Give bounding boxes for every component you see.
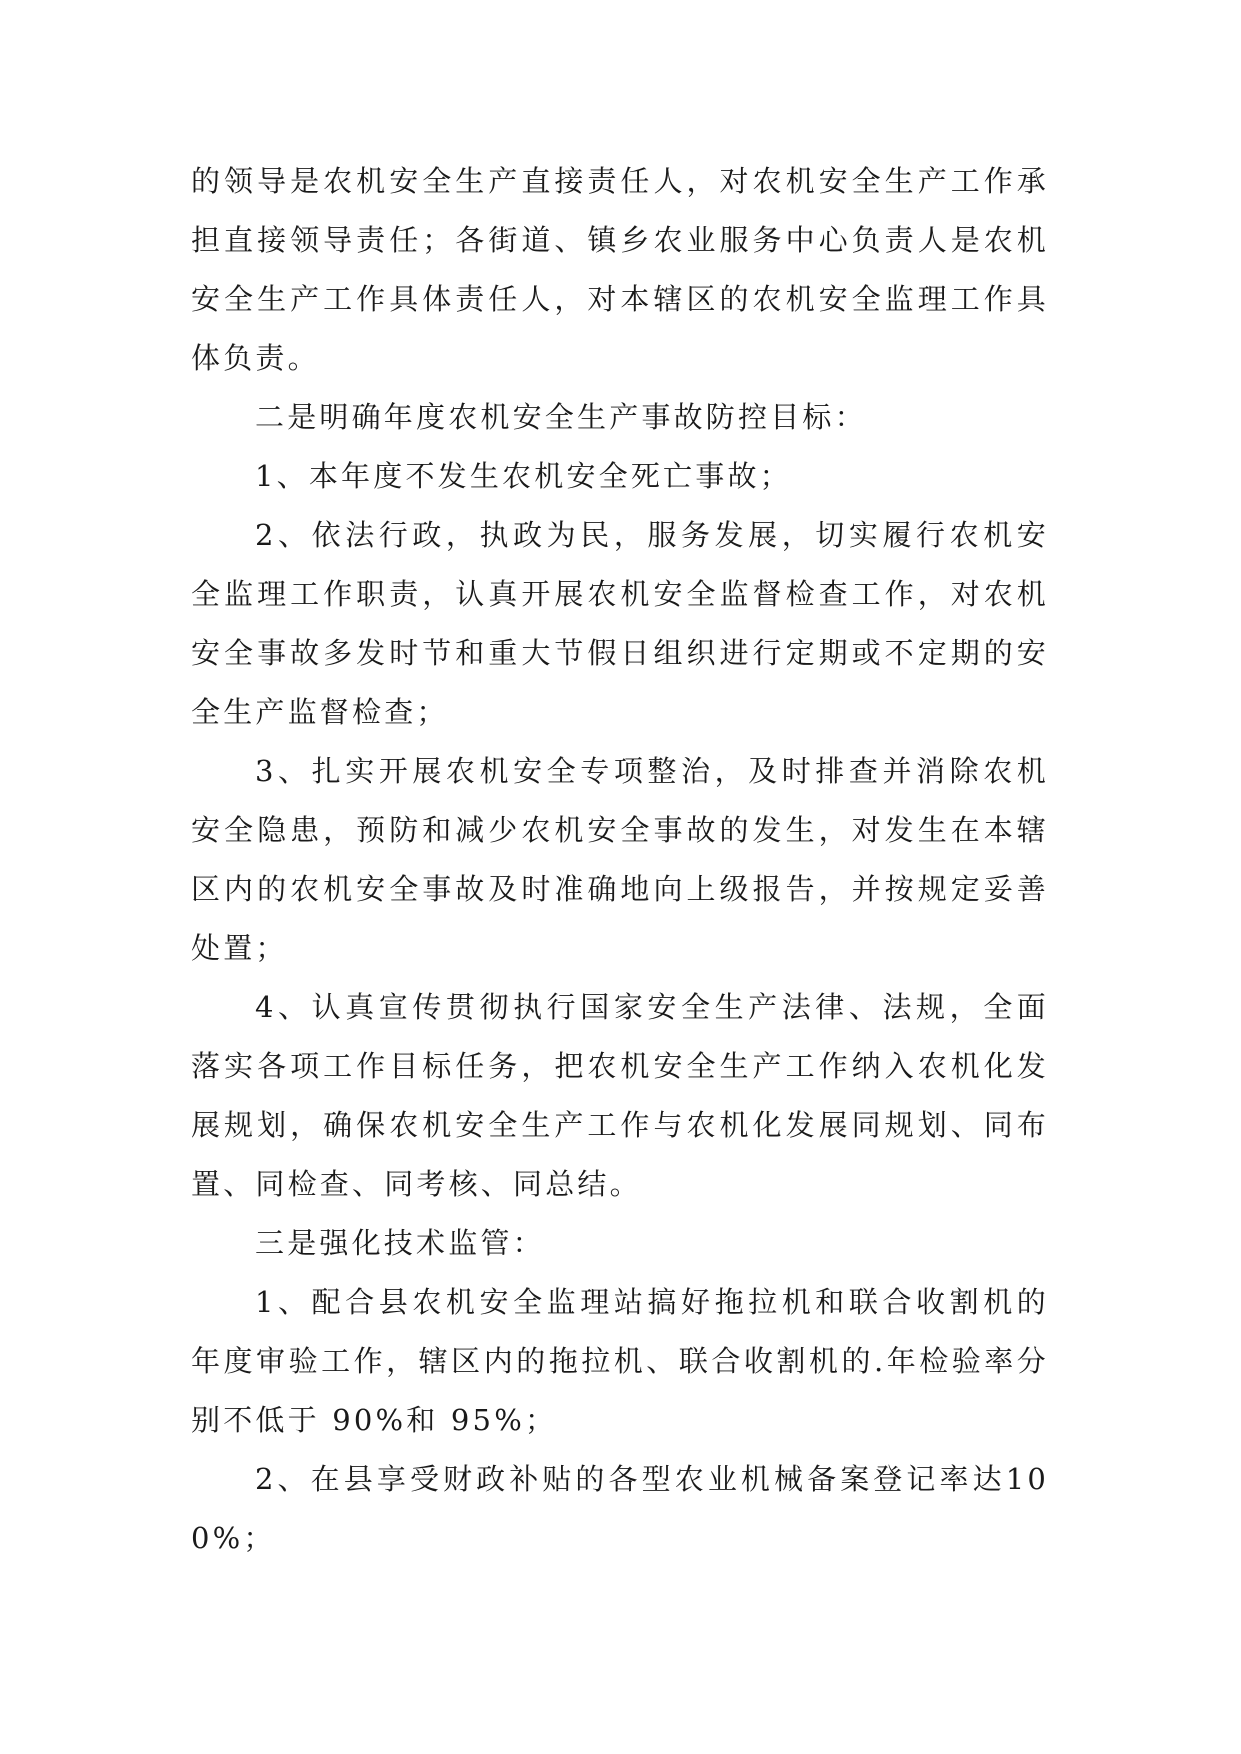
paragraph-item-1: 1、本年度不发生农机安全死亡事故；	[255, 459, 792, 493]
paragraph-item-4: 4、认真宣传贯彻执行国家安全生产法律、法规，全面落实各项工作目标任务，把农机安全生产工作纳入农机化发展规划，确保农机安全生产工作与农机化发展同规划、同布置、同检查、同考核、同总结。	[191, 990, 1049, 1201]
paragraph-item-2: 2、依法行政，执政为民，服务发展，切实履行农机安全监理工作职责，认真开展农机安全监督检查工作，对农机安全事故多发时节和重大节假日组织进行定期或不定期的安全生产监督检查；	[191, 518, 1049, 729]
paragraph-continuation: 的领导是农机安全生产直接责任人，对农机安全生产工作承担直接领导责任；各街道、镇乡农业服务中心负责人是农机安全生产工作具体责任人，对本辖区的农机安全监理工作具体负责。	[191, 164, 1049, 375]
paragraph-tech-item-2: 2、在县享受财政补贴的各型农业机械备案登记率达100%；	[191, 1462, 1049, 1555]
document-body	[191, 152, 1049, 1568]
paragraph-item-3: 3、扎实开展农机安全专项整治，及时排查并消除农机安全隐患，预防和减少农机安全事故的发生，对发生在本辖区内的农机安全事故及时准确地向上级报告，并按规定妥善处置；	[191, 754, 1049, 965]
paragraph-section-two-heading: 二是明确年度农机安全生产事故防控目标：	[255, 400, 867, 434]
paragraph-section-three-heading: 三是强化技术监管：	[255, 1226, 545, 1260]
paragraph-tech-item-1: 1、配合县农机安全监理站搞好拖拉机和联合收割机的年度审验工作，辖区内的拖拉机、联合收割机的.年检验率分别不低于 90%和 95%；	[191, 1285, 1049, 1437]
